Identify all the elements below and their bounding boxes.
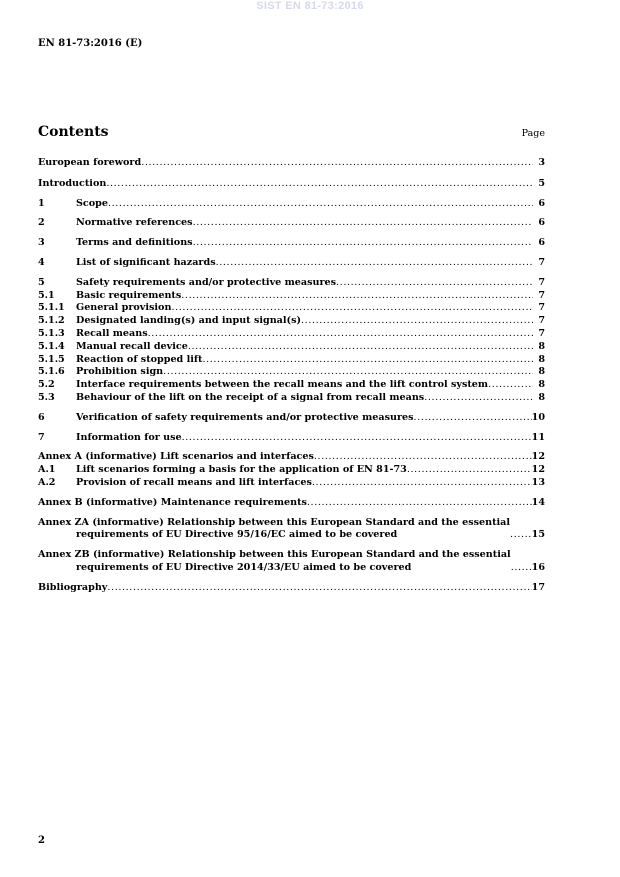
toc-entry-5-1-4[interactable]	[38, 341, 545, 354]
toc-leader	[108, 198, 533, 211]
toc-page-number: 7	[538, 276, 545, 288]
toc-leader	[414, 412, 532, 425]
toc-entry-5-1-1[interactable]	[38, 302, 545, 315]
toc-leader	[148, 328, 533, 341]
toc-leader	[301, 315, 533, 328]
toc-page-number: 16	[531, 561, 545, 573]
watermark: SIST EN 81-73:2016	[256, 0, 364, 12]
toc-entry-number: 2	[38, 217, 45, 229]
toc-entry-a-2[interactable]	[38, 477, 545, 490]
page-number: 2	[38, 835, 45, 846]
toc-entry-title: Safety requirements and/or protective measures	[76, 276, 337, 288]
toc-leader	[163, 366, 533, 379]
toc-leader	[314, 451, 532, 464]
page-column-label: Page	[521, 128, 545, 139]
document-id: EN 81-73:2016 (E)	[38, 38, 143, 49]
toc-page-number: 10	[531, 411, 545, 423]
toc-page-number: 7	[538, 327, 545, 339]
toc-page-number: 13	[531, 476, 545, 488]
toc-entry-annex-a[interactable]	[38, 451, 545, 464]
toc-entry-number: 5.3	[38, 391, 55, 403]
toc-entry-number: 3	[38, 237, 45, 249]
toc-entry-title: Introduction	[38, 177, 107, 189]
toc-entry-title: European foreword	[38, 157, 142, 168]
toc-entry-5-1[interactable]	[38, 290, 545, 303]
toc-entry-number: 5.1.5	[38, 353, 65, 365]
toc-leader	[424, 392, 533, 405]
toc-entry-1[interactable]	[38, 198, 545, 211]
toc-page-number: 17	[531, 581, 545, 593]
toc-entry-title: Recall means	[76, 327, 148, 339]
toc-entry-number: A.1	[38, 464, 56, 476]
toc-entry-number: 5.1.3	[38, 327, 65, 339]
toc-page-number: 11	[531, 431, 545, 443]
toc-entry-5-1-3[interactable]	[38, 328, 545, 341]
toc-page-number: 15	[531, 529, 545, 541]
toc-entry-bibliography[interactable]	[38, 582, 545, 595]
toc-entry-5-3[interactable]	[38, 392, 545, 405]
contents-title: Contents	[38, 124, 109, 140]
toc-entry-title: Information for use	[76, 431, 182, 443]
toc-leader	[336, 277, 533, 290]
toc-entry-annex-zb[interactable]	[38, 549, 545, 575]
toc-entry-number: 5.2	[38, 379, 55, 391]
toc-page-number: 12	[531, 464, 545, 476]
toc-entry-6[interactable]	[38, 412, 545, 425]
toc-leader	[141, 157, 533, 170]
toc-leader	[106, 178, 533, 191]
toc-page-number: 7	[538, 302, 545, 314]
toc-entry-number: 5	[38, 276, 45, 288]
toc-entry-7[interactable]	[38, 432, 545, 445]
toc-page-number: 7	[538, 256, 545, 268]
toc-entry-3[interactable]	[38, 237, 545, 250]
toc-entry-title: Lift scenarios forming a basis for the application of EN 81-73	[76, 464, 407, 476]
toc-entry-number: 5.1.6	[38, 366, 65, 378]
toc-entry-title: Annex B (informative) Maintenance requirements	[38, 496, 307, 508]
toc-entry-5[interactable]	[38, 277, 545, 290]
toc-entry-5-2[interactable]	[38, 379, 545, 392]
toc-leader	[202, 354, 533, 367]
toc-page-number: 6	[538, 197, 545, 209]
toc-entry-foreword[interactable]	[38, 157, 545, 170]
toc-page-number: 8	[538, 379, 545, 391]
toc-entry-title: Behaviour of the lift on the receipt of a signal from recall means	[76, 391, 425, 403]
toc-entry-number: 6	[38, 411, 45, 423]
toc-entry-title: General provision	[76, 302, 172, 314]
toc-entry-number: 5.1.4	[38, 340, 65, 352]
toc-entry-title: Provision of recall means and lift interfaces	[76, 476, 312, 488]
toc-entry-number: 5.1	[38, 289, 55, 301]
toc-page-number: 7	[538, 315, 545, 327]
toc-entry-2[interactable]	[38, 217, 545, 230]
toc-entry-annex-za[interactable]	[38, 517, 545, 543]
toc-entry-title: Verification of safety requirements and/or protective measures	[76, 411, 414, 423]
toc-entry-number: 5.1.2	[38, 315, 65, 327]
toc-page-number: 14	[531, 496, 545, 508]
toc-entry-title: Terms and definitions	[76, 237, 193, 249]
toc-entry-5-1-5[interactable]	[38, 354, 545, 367]
toc-leader	[181, 290, 533, 303]
toc-entry-title: Annex ZA (informative) Relationship between this European Standard and the essential requirements of EU Directive 95/16/EC aimed to be covered	[38, 516, 511, 541]
toc-entry-title: Reaction of stopped lift	[76, 353, 203, 365]
toc-entry-5-1-2[interactable]	[38, 315, 545, 328]
toc-leader	[510, 529, 532, 542]
toc-page-number: 7	[538, 289, 545, 301]
toc-page-number: 8	[538, 391, 545, 403]
toc-page-number: 8	[538, 366, 545, 378]
toc-page-number: 8	[538, 353, 545, 365]
toc-leader	[488, 379, 533, 392]
toc-leader	[182, 432, 532, 445]
toc-leader	[216, 257, 533, 270]
toc-page-number: 12	[531, 451, 545, 463]
toc-leader	[407, 464, 532, 477]
toc-leader	[312, 477, 532, 490]
toc-entry-4[interactable]	[38, 257, 545, 270]
toc-entry-number: 5.1.1	[38, 302, 65, 314]
toc-entry-title: Manual recall device	[76, 340, 188, 352]
toc-entry-number: 4	[38, 256, 45, 268]
toc-entry-title: Designated landing(s) and input signal(s)	[76, 315, 302, 327]
toc-entry-title: Annex ZB (informative) Relationship between this European Standard and the essential requirements of EU Directive 2014/33/EU aimed to be covered	[38, 549, 511, 573]
toc-entry-introduction[interactable]	[38, 178, 545, 191]
toc-page-number: 8	[538, 340, 545, 352]
toc-entry-5-1-6[interactable]	[38, 366, 545, 379]
toc-entry-title: Prohibition sign	[76, 366, 164, 378]
toc-entry-title: Interface requirements between the recall means and the lift control system	[76, 379, 489, 391]
toc-leader	[107, 582, 531, 595]
toc-page-number: 6	[538, 237, 545, 249]
toc-page-number: 6	[538, 217, 545, 229]
toc-entry-title: Normative references	[76, 217, 193, 229]
toc-entry-title: List of significant hazards	[76, 256, 216, 268]
toc-page-number: 3	[538, 157, 545, 168]
toc-entry-number: A.2	[38, 476, 56, 488]
toc-leader	[193, 237, 533, 250]
toc-entry-number: 7	[38, 431, 45, 443]
toc-leader	[511, 562, 532, 575]
toc-leader	[188, 341, 533, 354]
toc-leader	[307, 497, 532, 510]
toc-entry-title: Annex A (informative) Lift scenarios and interfaces	[38, 451, 314, 463]
toc-leader	[171, 302, 533, 315]
toc-entry-annex-b[interactable]	[38, 497, 545, 510]
toc-entry-title: Bibliography	[38, 581, 108, 593]
toc-page-number: 5	[538, 177, 545, 189]
toc-leader	[193, 217, 533, 230]
toc-entry-a-1[interactable]	[38, 464, 545, 477]
toc-entry-title: Basic requirements	[76, 289, 182, 301]
toc-entry-title: Scope	[76, 197, 108, 209]
table-of-contents	[38, 157, 545, 595]
toc-entry-number: 1	[38, 197, 45, 209]
